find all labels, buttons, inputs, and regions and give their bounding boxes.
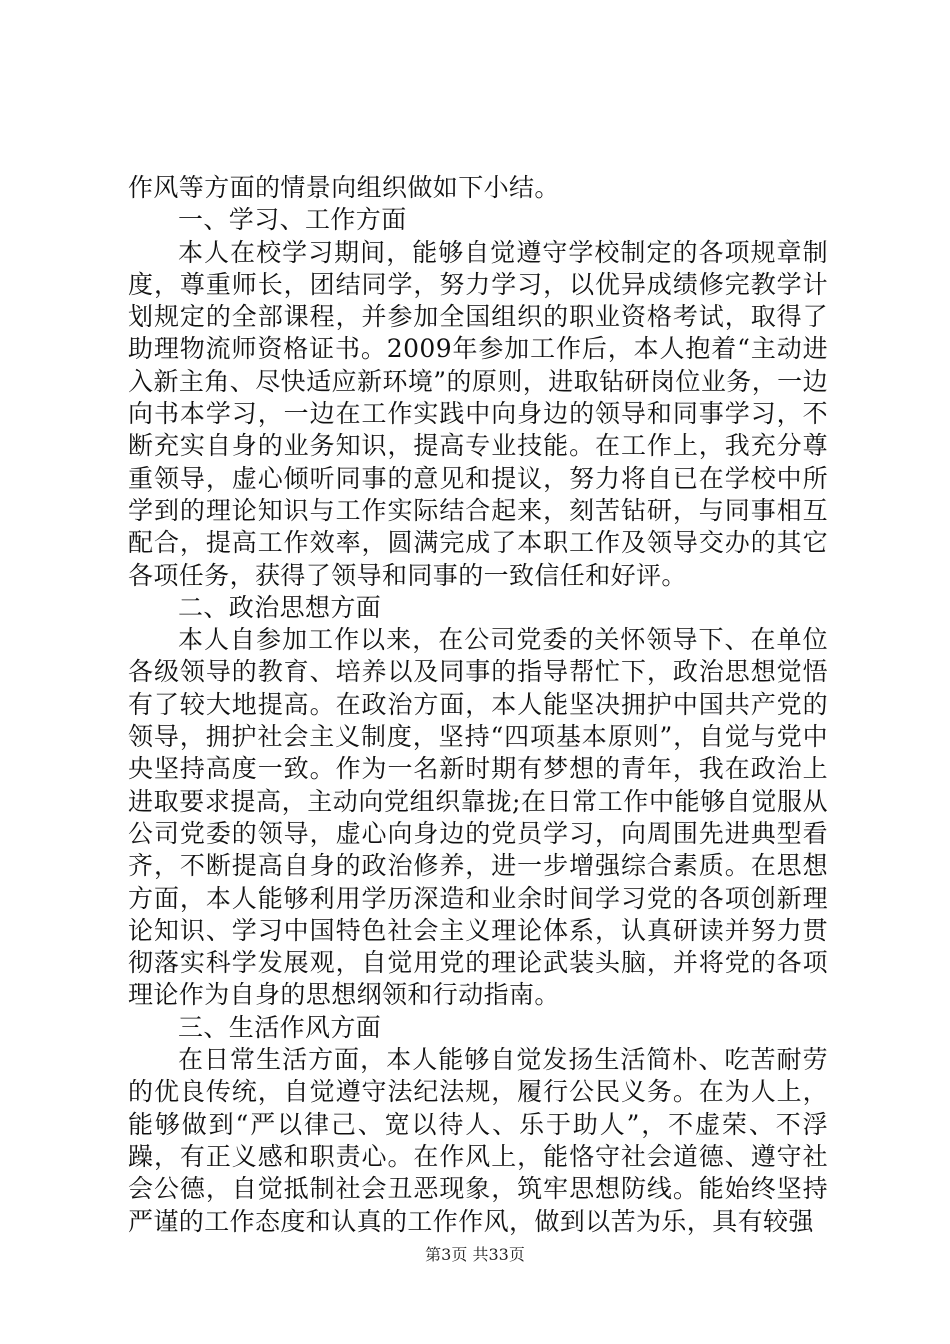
- document-body: [128, 172, 828, 1238]
- page-number-middle: 页 共: [451, 1245, 489, 1264]
- page-number-current: 3: [441, 1245, 452, 1264]
- paragraph-political: 本人自参加工作以来，在公司党委的关怀领导下、在单位各级领导的教育、培养以及同事的指导帮忙下，政治思想觉悟有了较大地提高。在政治方面，本人能坚决拥护中国共产党的领导，拥护社会主义制度，坚持“四项基本原则”，自觉与党中央坚持高度一致。作为一名新时期有梦想的青年，我在政治上进取要求提高，主动向党组织靠拢;在日常工作中能够自觉服从公司党委的领导，虚心向身边的党员学习，向周围先进典型看齐，不断提高自身的政治修养，进一步增强综合素质。在思想方面，本人能够利用学历深造和业余时间学习党的各项创新理论知识、学习中国特色社会主义理论体系，认真研读并努力贯彻落实科学发展观，自觉用党的理论武装头脑，并将党的各项理论作为自身的思想纲领和行动指南。: [128, 625, 828, 1010]
- paragraph-continuation: 作风等方面的情景向组织做如下小结。: [128, 173, 560, 202]
- paragraph-lifestyle: 在日常生活方面，本人能够自觉发扬生活简朴、吃苦耐劳的优良传统，自觉遵守法纪法规，履行公民义务。在为人上，能够做到“严以律己、宽以待人、乐于助人”，不虚荣、不浮躁，有正义感和职责心。在作风上，能恪守社会道德、遵守社会公德，自觉抵制社会丑恶现象，筑牢思想防线。能始终坚持严谨的工作态度和认真的工作作风，做到以苦为乐，具有较强: [128, 1045, 828, 1236]
- page-footer: [0, 1242, 950, 1265]
- paragraph-study-work: 本人在校学习期间，能够自觉遵守学校制定的各项规章制度，尊重师长，团结同学，努力学习，以优异成绩修完教学计划规定的全部课程，并参加全国组织的职业资格考试，取得了助理物流师资格证书。2009年参加工作后，本人抱着“主动进入新主角、尽快适应新环境”的原则，进取钻研岗位业务，一边向书本学习，一边在工作实践中向身边的领导和同事学习，不断充实自身的业务知识，提高专业技能。在工作上，我充分尊重领导，虚心倾听同事的意见和提议，努力将自已在学校中所学到的理论知识与工作实际结合起来，刻苦钻研，与同事相互配合，提高工作效率，圆满完成了本职工作及领导交办的其它各项任务，获得了领导和同事的一致信任和好评。: [128, 237, 828, 590]
- section-heading-study-work: 一、学习、工作方面: [178, 205, 407, 235]
- section-heading-political: 二、政治思想方面: [178, 592, 382, 622]
- page-number-total: 33: [488, 1245, 509, 1264]
- page-number-suffix: 页: [508, 1245, 525, 1264]
- page-number-prefix: 第: [425, 1245, 442, 1264]
- section-heading-lifestyle: 三、生活作风方面: [178, 1012, 382, 1042]
